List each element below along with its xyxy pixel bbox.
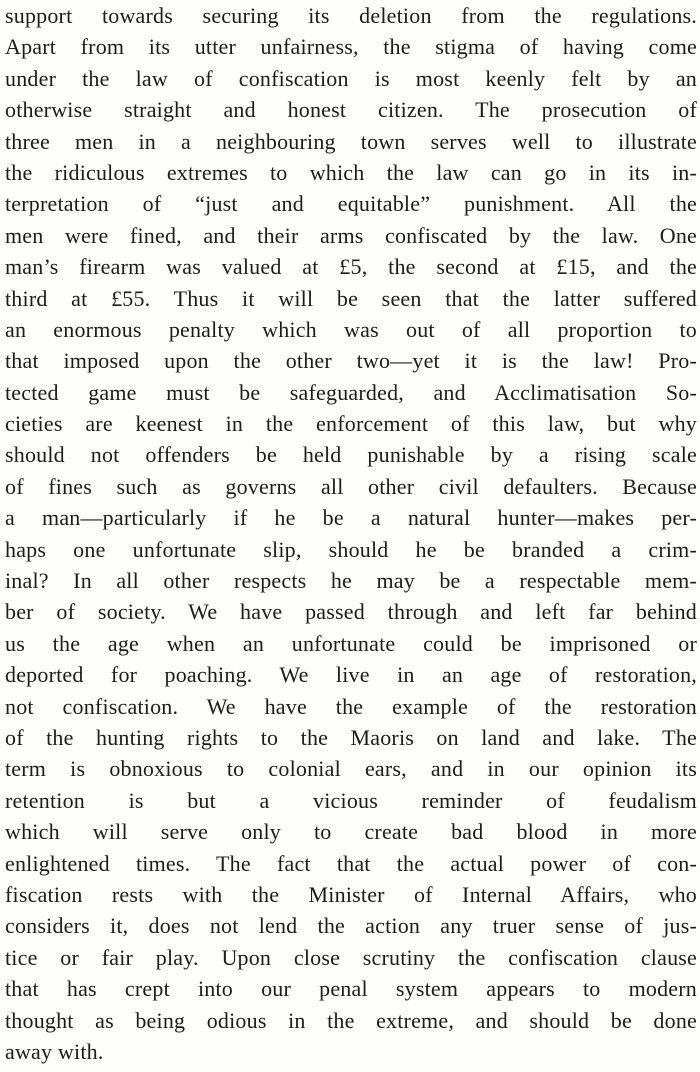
text-line: three men in a neighbouring town serves well to illustrate [5,128,697,154]
text-line: third at £55. Thus it will be seen that the latter suffered [5,285,697,311]
text-line: that imposed upon the other two—yet it is the law! Pro- [5,348,697,374]
text-line: the ridiculous extremes to which the law can go in its in- [5,159,697,185]
text-line: that has crept into our penal system appears to modern [5,976,697,1002]
text-line: of the hunting rights to the Maoris on land and lake. The [5,724,697,750]
text-line: should not offenders be held punishable by a rising scale [5,442,697,468]
text-line: terpretation of “just and equitable” punishment. All the [5,191,697,217]
text-column [5,0,697,1067]
text-line: us the age when an unfortunate could be imprisoned or [5,630,697,656]
text-line: man’s firearm was valued at £5, the second at £15, and the [5,254,697,280]
text-line: under the law of confiscation is most keenly felt by an [5,65,697,91]
text-line: an enormous penalty which was out of all proportion to [5,316,697,342]
text-line: away with. [5,1038,104,1064]
text-line: otherwise straight and honest citizen. The prosecution of [5,97,697,123]
text-line: retention is but a vicious reminder of feudalism [5,787,697,813]
text-line: inal? In all other respects he may be a respectable mem- [5,568,697,594]
text-line: which will serve only to create bad blood in more [5,819,697,845]
text-line: term is obnoxious to colonial ears, and in our opinion its [5,756,697,782]
text-line: tice or fair play. Upon close scrutiny the confiscation clause [5,944,697,970]
text-line: deported for poaching. We live in an age of restoration, [5,662,697,688]
text-line: a man—particularly if he be a natural hunter—makes per- [5,505,697,531]
text-line: considers it, does not lend the action any truer sense of jus- [5,913,697,939]
text-line: men were fined, and their arms confiscated by the law. One [5,222,697,248]
text-line: cieties are keenest in the enforcement of this law, but why [5,411,697,437]
text-line: Apart from its utter unfairness, the stigma of having come [5,34,697,60]
text-line: ber of society. We have passed through and left far behind [5,599,697,625]
text-line: not confiscation. We have the example of the restoration [5,693,697,719]
text-line: enlightened times. The fact that the actual power of con- [5,850,697,876]
text-line: thought as being odious in the extreme, and should be done [5,1007,697,1033]
text-line: support towards securing its deletion from the regulations. [5,3,697,28]
text-line: fiscation rests with the Minister of Internal Affairs, who [5,881,697,907]
text-line: tected game must be safeguarded, and Acclimatisation So- [5,379,697,405]
text-line: of fines such as governs all other civil defaulters. Because [5,473,697,499]
text-line: haps one unfortunate slip, should he be branded a crim- [5,536,697,562]
